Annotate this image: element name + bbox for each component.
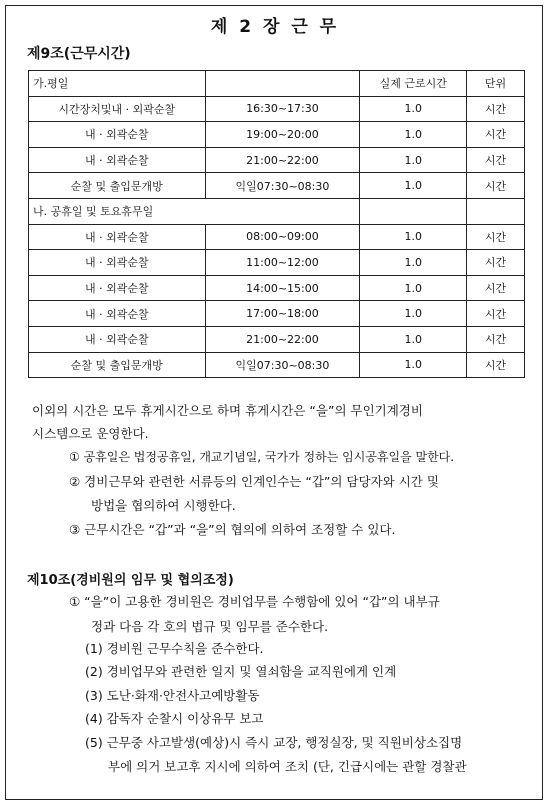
task-cell: 순찰 및 출입문개방 [29, 173, 206, 199]
weekday-section-label: 가.평일 [29, 71, 206, 97]
article9-item-3: ③ 근무시간은 “갑”과 “을”의 협의에 의하여 조정할 수 있다. [69, 522, 396, 537]
task-cell: 내 · 외곽순찰 [29, 326, 206, 352]
unit-cell: 시간 [467, 96, 525, 122]
time-cell: 17:00~18:00 [205, 301, 360, 327]
article10-sub-3: (3) 도난·화재·안전사고예방활동 [85, 688, 260, 703]
article10-sub-5-cont: 부에 의거 보고후 지시에 의하여 조치 (단, 긴급시에는 관할 경찰관 [108, 759, 467, 774]
unit-column-header: 단위 [467, 71, 525, 97]
time-cell: 익일07:30~08:30 [205, 352, 360, 378]
time-cell: 21:00~22:00 [205, 326, 360, 352]
table-cell [205, 71, 360, 97]
unit-cell: 시간 [467, 147, 525, 173]
article9-item-2: ② 경비근무와 관련한 서류등의 인계인수는 “갑”의 담당자와 시간 및 [69, 474, 439, 489]
table-row [29, 326, 525, 352]
holiday-section-row [29, 198, 525, 224]
article10-item-1-cont: 정과 다음 각 호의 법규 및 임무를 준수한다. [91, 619, 329, 634]
hours-cell: 1.0 [360, 147, 467, 173]
time-cell: 08:00~09:00 [205, 224, 360, 250]
article10-sub-4: (4) 감독자 순찰시 이상유무 보고 [85, 711, 264, 726]
article10-item-1: ① “을”이 고용한 경비원은 경비업무를 수행함에 있어 “갑”의 내부규 [69, 594, 440, 609]
time-cell: 19:00~20:00 [205, 122, 360, 148]
hours-cell: 1.0 [360, 250, 467, 276]
task-cell: 내 · 외곽순찰 [29, 275, 206, 301]
article9-text-line: 이외의 시간은 모두 휴게시간으로 하며 휴게시간은 “을”의 무인기계경비 [32, 403, 423, 418]
hours-cell: 1.0 [360, 122, 467, 148]
hours-cell: 1.0 [360, 301, 467, 327]
task-cell: 시간장치및내 · 외곽순찰 [29, 96, 206, 122]
time-cell: 11:00~12:00 [205, 250, 360, 276]
page-title: 제 2 장 근 무 [210, 17, 340, 37]
article10-heading: 제10조(경비원의 임무 및 협의조정) [27, 573, 234, 588]
table-row [29, 173, 525, 199]
article10-sub-5: (5) 근무중 사고발생(예상)시 즉시 교장, 행정실장, 및 직원비상소집명 [85, 735, 463, 750]
holiday-section-label: 나. 공휴일 및 토요휴무일 [29, 198, 360, 224]
hours-cell: 1.0 [360, 275, 467, 301]
table-row [29, 352, 525, 378]
unit-cell: 시간 [467, 275, 525, 301]
table-cell [360, 198, 467, 224]
article9-item-2-cont: 방법을 협의하여 시행한다. [91, 498, 236, 513]
table-row [29, 96, 525, 122]
table-row [29, 301, 525, 327]
unit-cell: 시간 [467, 224, 525, 250]
unit-cell: 시간 [467, 122, 525, 148]
table-row [29, 250, 525, 276]
article9-text-line: 시스템으로 운영한다. [32, 426, 149, 441]
unit-cell: 시간 [467, 301, 525, 327]
time-cell: 16:30~17:30 [205, 96, 360, 122]
hours-column-header: 실제 근로시간 [360, 71, 467, 97]
hours-cell: 1.0 [360, 326, 467, 352]
table-row [29, 275, 525, 301]
task-cell: 내 · 외곽순찰 [29, 250, 206, 276]
article9-item-1: ① 공휴일은 법정공휴일, 개교기념일, 국가가 정하는 임시공휴일을 말한다. [69, 450, 455, 464]
hours-cell: 1.0 [360, 224, 467, 250]
task-cell: 내 · 외곽순찰 [29, 224, 206, 250]
table-row [29, 147, 525, 173]
table-row [29, 224, 525, 250]
task-cell: 내 · 외곽순찰 [29, 301, 206, 327]
time-cell: 익일07:30~08:30 [205, 173, 360, 199]
task-cell: 내 · 외곽순찰 [29, 122, 206, 148]
table-cell [467, 198, 525, 224]
work-hours-table [28, 70, 525, 378]
task-cell: 순찰 및 출입문개방 [29, 352, 206, 378]
time-cell: 21:00~22:00 [205, 147, 360, 173]
unit-cell: 시간 [467, 173, 525, 199]
hours-cell: 1.0 [360, 173, 467, 199]
article10-sub-2: (2) 경비업무와 관련한 일지 및 열쇠함을 교직원에게 인계 [85, 664, 397, 679]
unit-cell: 시간 [467, 352, 525, 378]
hours-cell: 1.0 [360, 96, 467, 122]
table-row [29, 122, 525, 148]
table-header-row [29, 71, 525, 97]
article9-heading: 제9조(근무시간) [27, 46, 131, 62]
hours-cell: 1.0 [360, 352, 467, 378]
unit-cell: 시간 [467, 250, 525, 276]
task-cell: 내 · 외곽순찰 [29, 147, 206, 173]
unit-cell: 시간 [467, 326, 525, 352]
article10-sub-1: (1) 경비원 근무수칙을 준수한다. [85, 641, 264, 656]
time-cell: 14:00~15:00 [205, 275, 360, 301]
